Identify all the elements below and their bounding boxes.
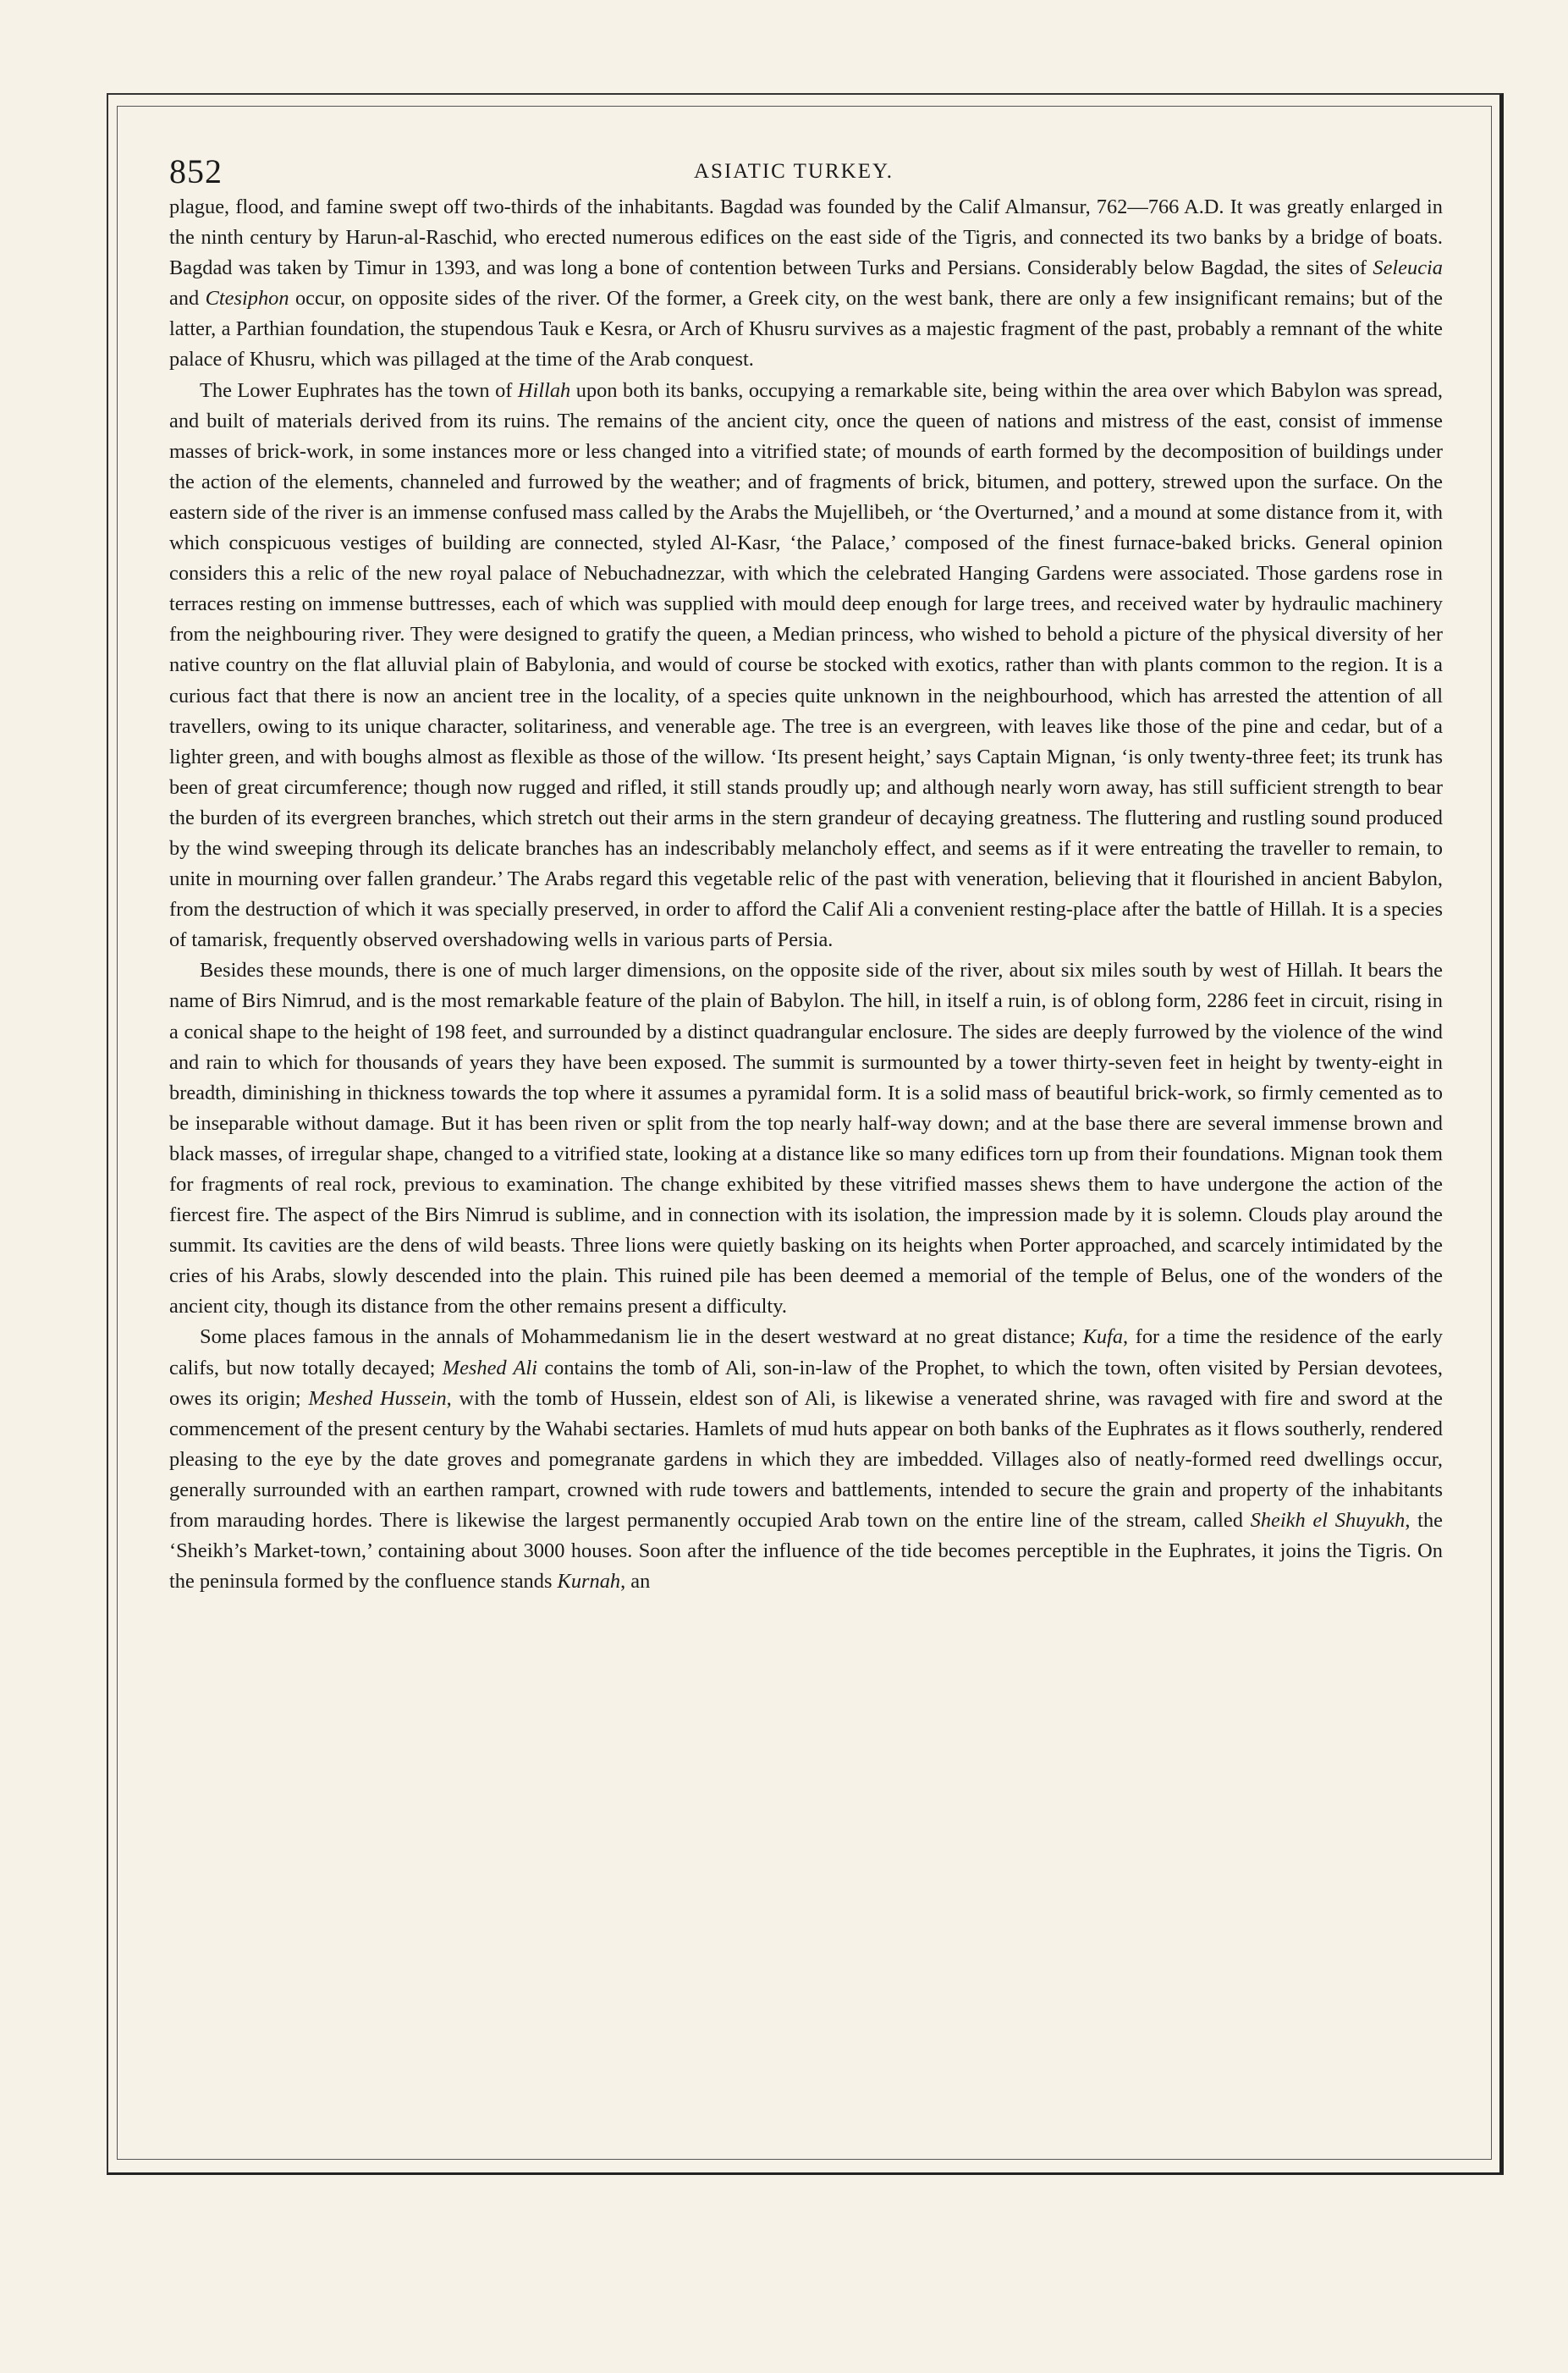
running-head: ASIATIC TURKEY. — [694, 160, 894, 183]
page-number: 852 — [169, 152, 223, 190]
text-run: Besides these mounds, there is one of much larger dimensions, on the opposite side of the river, about six miles south by west of Hillah. It bears the name of Birs Nimrud, and is the most remarkable feature of the plain of Babylon. The hill, in itself a ruin, is of oblong form, 2286 feet in circuit, rising in a conical shape to the height of 198 feet, and surrounded by a distinct quadrangular enclosure. The sides are deeply furrowed by the violence of the wind and rain to which for thousands of years they have been exposed. The summit is surmounted by a tower thirty-seven feet in height by twenty-eight in breadth, diminishing in thickness towards the top where it assumes a pyramidal form. It is a solid mass of beautiful brick-work, so firmly cemented as to be inseparable without damage. But it has been riven or split from the top nearly half-way down; and at the base there are several immense brown and black masses, of irregular shape, changed to a vitrified state, looking at a distance like so many edifices torn up from their foundations. Mignan took them for fragments of real rock, previous to examination. The change exhibited by these vitrified masses shews them to have undergone the action of the fiercest fire. The aspect of the Birs Nimrud is sublime, and in connection with its isolation, the impression made by it is solemn. Clouds play around the summit. Its cavities are the dens of wild beasts. Three lions were quietly basking on its heights when Porter approached, and scarcely intimidated by the cries of his Arabs, slowly descended into the plain. This ruined pile has been deemed a memorial of the temple of Belus, one of the wonders of the ancient city, though its distance from the other remains present a difficulty. — [169, 959, 1443, 1319]
place-name-hillah: Hillah — [517, 378, 571, 402]
place-name-kufa: Kufa — [1082, 1325, 1124, 1349]
text-run: and — [169, 287, 206, 311]
text-run: contains the tomb of Ali, son-in-law of the Prophet, to which the town, often visited by Persian devotees, owes its origin; — [169, 1356, 1443, 1410]
text-run: , an — [620, 1570, 651, 1594]
text-run: , for a time the residence of the early califs, but now totally decayed; — [169, 1325, 1443, 1379]
paragraph-2 — [169, 376, 1443, 956]
place-name-sheikh-el-shuyukh: Sheikh el Shuyukh — [1250, 1509, 1406, 1533]
place-name-ctesiphon: Ctesiphon — [205, 287, 289, 311]
text-run: Some places famous in the annals of Mohammedanism lie in the desert westward at no great distance; — [200, 1325, 1083, 1349]
paragraph-4 — [169, 1322, 1443, 1597]
place-name-meshed-hussein: Meshed Hussein — [308, 1386, 447, 1410]
text-run: plague, flood, and famine swept off two-thirds of the inhabitants. Bagdad was founded by the Calif Almansur, 762—766 A.D. It was greatly enlarged in the ninth century by Harun-al-Raschid, who erected numerous edifices on the east side of the Tigris, and connected its two banks by a bridge of boats. Bagdad was taken by Timur in 1393, and was long a bone of contention between Turks and Persians. Considerably below Bagdad, the sites of — [169, 195, 1443, 280]
text-run: occur, on opposite sides of the river. Of the former, a Greek city, on the west bank, there are only a few insignificant remains; but of the latter, a Parthian foundation, the stupendous Tauk e Kesra, or Arch of Khusru survives as a majestic fragment of the past, probably a remnant of the white palace of Khusru, which was pillaged at the time of the Arab conquest. — [169, 287, 1443, 372]
paragraph-1 — [169, 192, 1443, 376]
place-name-kurnah: Kurnah — [557, 1570, 621, 1594]
place-name-seleucia: Seleucia — [1373, 256, 1443, 280]
body-text — [169, 192, 1443, 1597]
text-run: , with the tomb of Hussein, eldest son of Ali, is likewise a venerated shrine, was ravaged with fire and sword at the commencement of the present century by the Wahabi sectaries. Hamlets of mud huts appear on both banks of the Euphrates as it flows southerly, rendered pleasing to the eye by the date groves and pomegranate gardens in which they are imbedded. Villages also of neatly-formed reed dwellings occur, generally surrounded with an earthen rampart, crowned with rude towers and battlements, intended to secure the grain and property of the inhabitants from marauding hordes. There is likewise the largest permanently occupied Arab town on the entire line of the stream, called — [169, 1386, 1443, 1533]
text-run: The Lower Euphrates has the town of — [200, 378, 518, 402]
paragraph-3 — [169, 955, 1443, 1322]
text-run: , the ‘Sheikh’s Market-town,’ containing about 3000 houses. Soon after the influence of the tide becomes perceptible in the Euphrates, it joins the Tigris. On the peninsula formed by the confluence stands — [169, 1509, 1443, 1594]
text-run: upon both its banks, occupying a remarkable site, being within the area over which Babylon was spread, and built of materials derived from its ruins. The remains of the ancient city, once the queen of nations and mistress of the east, consist of immense masses of brick-work, in some instances more or less changed into a vitrified state; of mounds of earth formed by the decomposition of buildings under the action of the elements, channeled and furrowed by the weather; and of fragments of brick, bitumen, and pottery, strewed upon the surface. On the eastern side of the river is an immense confused mass called by the Arabs the Mujellibeh, or ‘the Overturned,’ and a mound at some distance from it, with which conspicuous vestiges of building are connected, styled Al-Kasr, ‘the Palace,’ composed of the finest furnace-baked bricks. General opinion considers this a relic of the new royal palace of Nebuchadnezzar, with which the celebrated Hanging Gardens were associated. Those gardens rose in terraces resting on immense buttresses, each of which was supplied with mould deep enough for large trees, and received water by hydraulic machinery from the neighbouring river. They were designed to gratify the queen, a Median princess, who wished to behold a picture of the physical diversity of her native country on the flat alluvial plain of Babylonia, and would of course be stocked with exotics, rather than with plants common to the region. It is a curious fact that there is now an ancient tree in the locality, of a species quite unknown in the neighbourhood, which has arrested the attention of all travellers, owing to its unique character, solitariness, and venerable age. The tree is an evergreen, with leaves like those of the pine and cedar, but of a lighter green, and with boughs almost as flexible as those of the willow. ‘Its present height,’ says Captain Mignan, ‘is only twenty-three feet; its trunk has been of great circumference; though now rugged and rifled, it still stands proudly up; and although nearly worn away, has still sufficient strength to bear the burden of its evergreen branches, which stretch out their arms in the stern grandeur of decaying greatness. The fluttering and rustling sound produced by the wind sweeping through its delicate branches has an indescribably melancholy effect, and seems as if it were entreating the traveller to remain, to unite in mourning over fallen grandeur.’ The Arabs regard this vegetable relic of the past with veneration, believing that it flourished in ancient Babylon, from the destruction of which it was specially preserved, in order to afford the Calif Ali a convenient resting-place after the battle of Hillah. It is a species of tamarisk, frequently observed overshadowing wells in various parts of Persia. — [169, 378, 1443, 952]
place-name-meshed-ali: Meshed Ali — [442, 1356, 537, 1379]
